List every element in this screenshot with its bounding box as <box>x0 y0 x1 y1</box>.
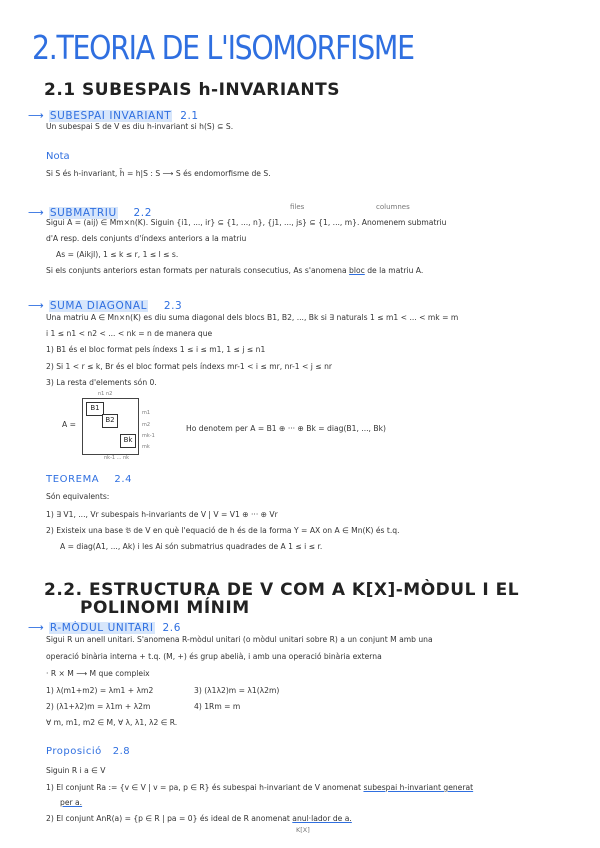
note-text: Si S és h-invariant, h̄ = h|S : S ⟶ S és endomorfisme de S. <box>46 169 271 178</box>
definition-2-1 <box>28 104 199 123</box>
annotation-files: files <box>290 203 305 211</box>
proposition-label <box>46 746 130 757</box>
row-annotation-m2: m2 <box>142 422 151 428</box>
definition-text: Un subespai S de V es diu h-invariant si h(S) ⊆ S. <box>46 122 234 131</box>
block-b2: B2 <box>102 414 118 428</box>
sum-item-2: 2) Si 1 < r ≤ k, Br és el bloc format pels índexs mr-1 < i ≤ mr, nr-1 < j ≤ nr <box>46 362 333 371</box>
theorem-title: TEOREMA <box>46 474 100 485</box>
submatrix-line-4 <box>46 266 423 275</box>
page-title: 2.TEORIA DE L'ISOMORFISME <box>32 28 414 67</box>
theorem-label <box>46 474 132 485</box>
theorem-item-2: 2) Existeix una base 𝔅 de V en què l'equació de h és de la forma Y = AX on A ∈ Mn(K) és t.q. <box>46 526 400 535</box>
arrow-right-icon: ⟶ <box>28 206 44 219</box>
term-bloc: bloc <box>349 266 365 275</box>
term-generated-subspace: subespai h-invariant generat <box>363 783 474 792</box>
definition-label: SUMA DIAGONAL <box>49 300 148 312</box>
sum-line-2: i 1 ≤ n1 < n2 < ... < nk = n de manera que <box>46 329 213 338</box>
text-fragment: de la matriu A. <box>364 266 424 275</box>
top-annotation: n1 n2 <box>98 391 113 397</box>
theorem-intro: Són equivalents: <box>46 492 110 501</box>
row-annotation-mk: mk <box>142 444 150 450</box>
theorem-item-3: A = diag(A1, ..., Ak) i les Ai són submatrius quadrades de A 1 ≤ i ≤ r. <box>60 542 323 551</box>
footer-annotation: K[X] <box>296 826 310 834</box>
term-annihilator: anul·lador de a. <box>292 814 352 823</box>
bottom-annotation: nk-1 ... nk <box>104 455 130 461</box>
proposition-item-1 <box>46 783 473 792</box>
section-heading-2-2-line2: POLINOMI MÍNIM <box>80 598 250 618</box>
definition-number: 2.6 <box>162 622 182 634</box>
proposition-intro: Siguin R i a ∈ V <box>46 766 106 775</box>
definition-label: R-MÒDUL UNITARI <box>49 622 154 634</box>
definition-2-3 <box>28 294 182 313</box>
arrow-right-icon: ⟶ <box>28 621 44 634</box>
proposition-number: 2.8 <box>112 746 131 757</box>
module-line-3: · R × M ⟶ M que compleix <box>46 669 150 678</box>
sum-item-1: 1) B1 és el bloc format pels índexs 1 ≤ i ≤ m1, 1 ≤ j ≤ n1 <box>46 345 266 354</box>
module-line-1: Sigui R un anell unitari. S'anomena R-mòdul unitari (o mòdul unitari sobre R) a un conjunt M amb una <box>46 635 433 644</box>
section-heading-2-2: 2.2. ESTRUCTURA DE V COM A K[X]-MÒDUL I EL <box>44 580 520 600</box>
section-heading-2-1: 2.1 SUBESPAIS h-INVARIANTS <box>44 80 340 100</box>
text-fragment: 1) El conjunt Ra := {v ∈ V | v = pa, p ∈ R} és subespai h-invariant de V anomenat <box>46 783 364 792</box>
row-annotation-m1: m1 <box>142 410 151 416</box>
denote-text: Ho denotem per A = B1 ⊕ ··· ⊕ Bk = diag(B1, ..., Bk) <box>186 424 386 433</box>
text-fragment: Si els conjunts anteriors estan formats per naturals consecutius, As s'anomena <box>46 266 350 275</box>
block-b1: B1 <box>86 402 104 416</box>
matrix-label: A = <box>62 420 76 429</box>
proposition-item-2 <box>46 814 352 823</box>
module-prop-3: 3) (λ1λ2)m = λ1(λ2m) <box>194 686 280 695</box>
sum-line-1: Una matriu A ∈ Mn×n(K) es diu suma diagonal dels blocs B1, B2, ..., Bk si ∃ naturals 1 ≤ m1 < ... < mk = m <box>46 313 459 322</box>
definition-number: 2.3 <box>163 300 183 312</box>
definition-number: 2.1 <box>180 110 199 122</box>
definition-2-6 <box>28 616 181 635</box>
note-label: Nota <box>46 151 70 162</box>
submatrix-line-3: As = (Aikjl), 1 ≤ k ≤ r, 1 ≤ l ≤ s. <box>56 250 179 259</box>
text-fragment: 2) El conjunt AnR(a) = {p ∈ R | pa = 0} és ideal de R anomenat <box>46 814 293 823</box>
arrow-right-icon: ⟶ <box>28 109 44 122</box>
theorem-number: 2.4 <box>114 474 133 485</box>
annotation-columns: columnes <box>376 203 410 211</box>
module-line-4: ∀ m, m1, m2 ∈ M, ∀ λ, λ1, λ2 ∈ R. <box>46 718 178 727</box>
module-prop-4: 4) 1Rm = m <box>194 702 241 711</box>
definition-label: SUBESPAI INVARIANT <box>49 110 172 122</box>
arrow-right-icon: ⟶ <box>28 299 44 312</box>
theorem-item-1: 1) ∃ V1, ..., Vr subespais h-invariants de V | V = V1 ⊕ ··· ⊕ Vr <box>46 510 278 519</box>
module-prop-2: 2) (λ1+λ2)m = λ1m + λ2m <box>46 702 151 711</box>
term-generated-subspace-end: per a. <box>60 798 83 807</box>
proposition-title: Proposició <box>46 746 102 757</box>
definition-number: 2.2 <box>133 207 153 219</box>
module-line-2: operació binària interna + t.q. (M, +) és grup abelià, i amb una operació binària externa <box>46 652 382 661</box>
row-annotation-mk1: mk-1 <box>142 433 155 439</box>
block-bk: Bk <box>120 434 136 448</box>
sum-item-3: 3) La resta d'elements són 0. <box>46 378 157 387</box>
module-prop-1: 1) λ(m1+m2) = λm1 + λm2 <box>46 686 154 695</box>
definition-label: SUBMATRIU <box>49 207 117 219</box>
proposition-item-1-cont <box>60 798 82 807</box>
submatrix-line-2: d'A resp. dels conjunts d'índexs anteriors a la matriu <box>46 234 247 243</box>
submatrix-line-1: Sigui A = (aij) ∈ Mm×n(K). Siguin {i1, ..., ir} ⊆ {1, ..., n}, {j1, ..., js} ⊆ {1, ..., m}. Anomenem submatriu <box>46 218 447 227</box>
